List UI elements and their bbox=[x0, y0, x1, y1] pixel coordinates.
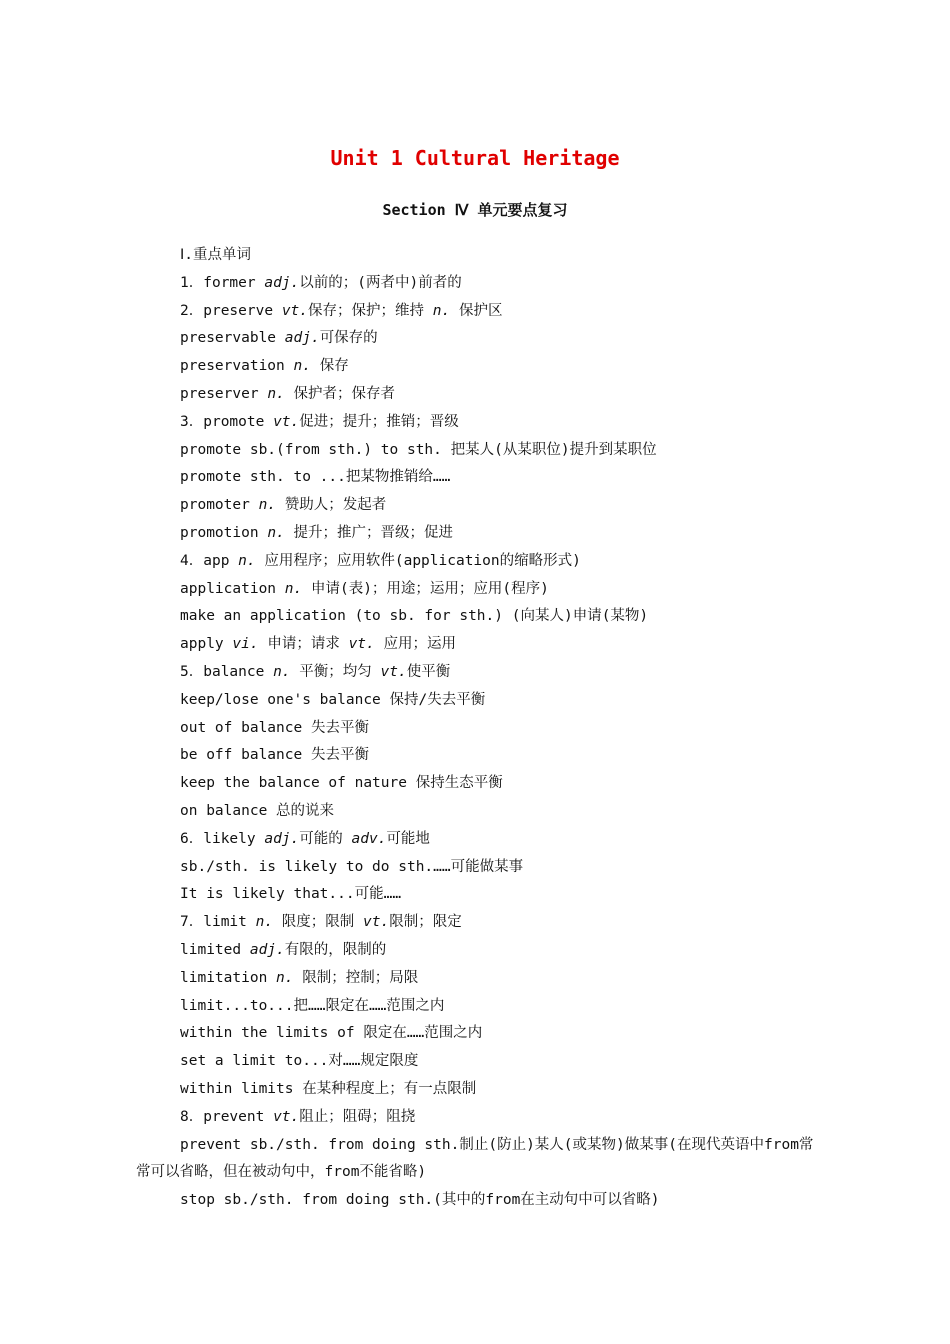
part-of-speech: n. bbox=[432, 302, 451, 319]
line-text: 使平衡 bbox=[406, 663, 451, 680]
vocab-line bbox=[136, 409, 826, 437]
vocab-line bbox=[136, 937, 826, 965]
part-of-speech: n. bbox=[293, 358, 311, 375]
line-text: 应用程序；应用软件(application的缩略形式) bbox=[255, 552, 581, 569]
line-text: preservable bbox=[180, 330, 285, 347]
vocabulary-list bbox=[136, 242, 826, 1215]
line-text: limit...to...把……限定在……范围之内 bbox=[180, 997, 445, 1014]
part-of-speech: vt. bbox=[273, 1108, 300, 1125]
line-text: preservation bbox=[180, 358, 294, 375]
line-text: 阻止；阻碍；阻挠 bbox=[299, 1108, 416, 1125]
line-text: promoter bbox=[180, 497, 259, 514]
line-text: 6．likely bbox=[180, 830, 265, 847]
vocab-line bbox=[136, 798, 826, 826]
page-title: Unit 1 Cultural Heritage bbox=[330, 146, 620, 170]
part-of-speech: n. bbox=[255, 914, 274, 931]
line-text: 提升；推广；晋级；促进 bbox=[284, 524, 454, 541]
part-of-speech: vt. bbox=[363, 914, 390, 931]
vocab-line bbox=[136, 1076, 826, 1104]
vocab-line bbox=[136, 631, 826, 659]
vocab-line bbox=[136, 576, 826, 604]
line-text: 可能地 bbox=[386, 830, 430, 847]
vocabulary-lines bbox=[136, 270, 826, 1215]
vocab-line bbox=[136, 826, 826, 854]
part-of-speech: vt. bbox=[348, 636, 375, 653]
part-of-speech: n. bbox=[267, 524, 285, 541]
part-of-speech: vt. bbox=[380, 663, 407, 680]
vocab-line bbox=[136, 603, 826, 631]
vocab-line bbox=[136, 687, 826, 715]
line-text: apply bbox=[180, 636, 233, 653]
line-text: limited bbox=[180, 941, 250, 958]
line-text: 申请；请求 bbox=[258, 636, 349, 653]
vocab-line bbox=[136, 659, 826, 687]
line-text: on balance 总的说来 bbox=[180, 802, 335, 819]
vocab-line bbox=[136, 715, 826, 743]
line-text: keep/lose one's balance 保持/失去平衡 bbox=[180, 691, 486, 708]
line-text: promotion bbox=[180, 524, 268, 541]
line-text: keep the balance of nature 保持生态平衡 bbox=[180, 775, 503, 792]
line-text: 3．promote bbox=[180, 413, 274, 430]
part-of-speech: n. bbox=[276, 969, 294, 986]
vocab-line bbox=[136, 464, 826, 492]
line-text: limitation bbox=[180, 969, 277, 986]
line-text: prevent sb./sth. from doing sth.制止(防止)某人(或某物)做某事(在现代英语中from常常可以省略，但在被动句中，from不能省略) bbox=[136, 1136, 814, 1181]
section-heading: Ⅰ.重点单词 bbox=[180, 247, 252, 263]
line-text: 保护区 bbox=[450, 302, 503, 319]
line-text: 8．prevent bbox=[180, 1108, 274, 1125]
line-text: 赞助人；发起者 bbox=[276, 497, 387, 514]
line-text: promote sth. to ...把某物推销给…… bbox=[180, 469, 451, 486]
line-text: stop sb./sth. from doing sth.(其中的from在主动句中可以省略) bbox=[180, 1192, 660, 1209]
line-text: 5．balance bbox=[180, 663, 274, 680]
line-text: 4．app bbox=[180, 552, 239, 569]
line-text: 申请(表)；用途；运用；应用(程序) bbox=[302, 580, 549, 597]
vocab-line bbox=[136, 770, 826, 798]
part-of-speech: adv. bbox=[351, 830, 387, 847]
line-text: 应用；运用 bbox=[374, 636, 456, 653]
part-of-speech: adj. bbox=[264, 830, 300, 847]
vocab-line bbox=[136, 353, 826, 381]
line-text: sb./sth. is likely to do sth.……可能做某事 bbox=[180, 858, 524, 875]
vocab-line bbox=[136, 437, 826, 465]
line-text: 限度；限制 bbox=[273, 914, 364, 931]
line-text: 促进；提升；推销；晋级 bbox=[299, 413, 459, 430]
part-of-speech: n. bbox=[238, 552, 256, 569]
vocab-line bbox=[136, 881, 826, 909]
line-text: 1．former bbox=[180, 274, 265, 291]
part-of-speech: n. bbox=[284, 580, 303, 597]
line-text: 2．preserve bbox=[180, 302, 282, 319]
vocab-line bbox=[136, 742, 826, 770]
vocab-line bbox=[136, 1187, 826, 1215]
vocab-line bbox=[136, 965, 826, 993]
part-of-speech: n. bbox=[258, 497, 277, 514]
vocab-line bbox=[136, 520, 826, 548]
vocab-line bbox=[136, 381, 826, 409]
line-text: 平衡；均匀 bbox=[290, 663, 381, 680]
line-text: 可能的 bbox=[299, 830, 352, 847]
line-text: make an application (to sb. for sth.) (向某人)申请(某物) bbox=[180, 608, 649, 625]
vocab-line bbox=[136, 854, 826, 882]
vocab-line bbox=[136, 325, 826, 353]
part-of-speech: vt. bbox=[281, 302, 309, 319]
line-text: 保存；保护；维持 bbox=[308, 302, 433, 319]
line-text: set a limit to...对……规定限度 bbox=[180, 1053, 419, 1070]
line-text: be off balance 失去平衡 bbox=[180, 747, 369, 764]
line-text: 7．limit bbox=[180, 914, 256, 931]
part-of-speech: adj. bbox=[284, 330, 320, 347]
line-text: 保存 bbox=[310, 358, 349, 375]
vocab-line bbox=[136, 1048, 826, 1076]
line-text: 可保存的 bbox=[319, 330, 378, 347]
line-text: promote sb.(from sth.) to sth. 把某人(从某职位)提升到某职位 bbox=[180, 441, 657, 458]
line-text: 保护者；保存者 bbox=[284, 385, 396, 402]
vocab-line bbox=[136, 298, 826, 326]
vocab-line bbox=[136, 909, 826, 937]
vocab-line bbox=[136, 1020, 826, 1048]
part-of-speech: n. bbox=[267, 385, 285, 402]
line-text: 限制；限定 bbox=[389, 914, 462, 931]
vocab-line bbox=[136, 492, 826, 520]
part-of-speech: n. bbox=[273, 663, 291, 680]
line-text: It is likely that...可能…… bbox=[180, 886, 402, 903]
line-text: 有限的，限制的 bbox=[284, 941, 387, 958]
part-of-speech: vi. bbox=[232, 636, 259, 653]
line-text: within limits 在某种程度上；有一点限制 bbox=[180, 1080, 477, 1097]
vocab-line bbox=[136, 1132, 826, 1188]
line-text: application bbox=[180, 580, 285, 597]
vocab-line bbox=[136, 270, 826, 298]
vocab-line bbox=[136, 548, 826, 576]
part-of-speech: adj. bbox=[264, 274, 300, 291]
vocab-line bbox=[136, 993, 826, 1021]
line-text: 限制；控制；局限 bbox=[293, 969, 419, 986]
line-text: 以前的；(两者中)前者的 bbox=[299, 274, 462, 291]
section-title: Section Ⅳ 单元要点复习 bbox=[382, 201, 568, 219]
part-of-speech: adj. bbox=[249, 941, 285, 958]
line-text: out of balance 失去平衡 bbox=[180, 719, 369, 736]
line-text: preserver bbox=[180, 385, 268, 402]
vocab-line bbox=[136, 1104, 826, 1132]
line-text: within the limits of 限定在……范围之内 bbox=[180, 1025, 483, 1042]
part-of-speech: vt. bbox=[273, 413, 300, 430]
